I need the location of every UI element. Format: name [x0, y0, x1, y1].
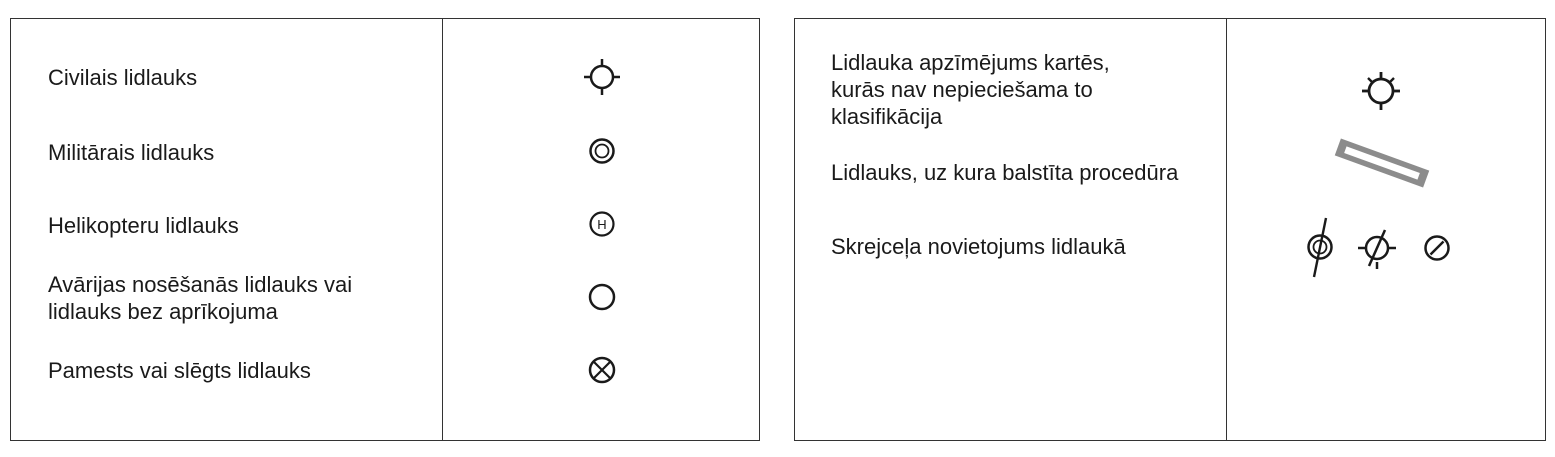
runway-orientation-civil-icon	[1355, 226, 1399, 270]
procedure-aerodrome-label: Lidlauks, uz kura balstīta procedūra	[831, 160, 1179, 185]
emergency-aerodrome-label: Avārijas nosēšanās lidlauks vai lidlauks bez aprīkojuma	[48, 272, 353, 324]
civil-aerodrome-icon	[582, 57, 622, 97]
runway-orientation-emergency-icon	[1422, 233, 1452, 263]
military-aerodrome-label: Militārais lidlauks	[48, 140, 215, 165]
military-aerodrome-icon	[587, 136, 617, 166]
runway-orientation-label: Skrejceļa novietojums lidlaukā	[831, 234, 1126, 259]
heliport-label: Helikopteru lidlauks	[48, 213, 239, 238]
emergency-aerodrome-icon	[587, 282, 617, 312]
unclassified-aerodrome-label: Lidlauka apzīmējums kartēs, kurās nav nepieciešama to klasifikācija	[831, 50, 1110, 129]
left-legend-panel	[10, 18, 760, 441]
right-legend-panel	[794, 18, 1546, 441]
left-panel-divider	[442, 19, 443, 440]
closed-aerodrome-label: Pamests vai slēgts lidlauks	[48, 358, 311, 383]
unclassified-aerodrome-icon	[1359, 69, 1403, 113]
heliport-icon	[587, 209, 617, 239]
procedure-aerodrome-icon	[1332, 133, 1432, 193]
right-panel-divider	[1226, 19, 1227, 440]
civil-aerodrome-label: Civilais lidlauks	[48, 65, 198, 90]
runway-orientation-military-icon	[1305, 215, 1335, 279]
heliport-icon-letter: H	[597, 217, 607, 232]
closed-aerodrome-icon	[587, 355, 617, 385]
